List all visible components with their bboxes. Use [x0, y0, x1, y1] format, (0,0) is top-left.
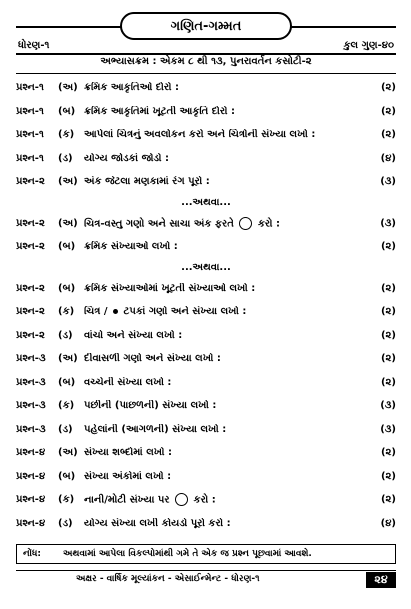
question-marks: (૩) [380, 176, 396, 188]
question-text-part: ચિત્ર / [84, 306, 108, 318]
question-row [16, 212, 396, 236]
question-marks: (૨) [380, 306, 396, 318]
header-rule [16, 53, 396, 55]
question-text [84, 306, 366, 317]
question-part: (બ) [58, 241, 76, 253]
question-part: (અ) [58, 353, 78, 365]
question-text: યોગ્ય સંખ્યા લખી કોયડો પૂરો કરો : [84, 517, 231, 529]
question-marks: (૨) [380, 376, 396, 388]
question-part: (ડ) [58, 423, 73, 435]
question-number: પ્રશ્ન-૨ [16, 282, 45, 294]
question-marks: (૩) [380, 217, 396, 229]
question-row [16, 488, 396, 512]
question-text: પછીની (પાછળની) સંખ્યા લખો : [84, 400, 217, 412]
circle-icon [175, 493, 188, 506]
question-marks: (૨) [380, 329, 396, 341]
note-box [16, 544, 396, 564]
question-marks: (૪) [380, 517, 396, 529]
question-text: વાંચો અને સંખ્યા લખો : [84, 329, 183, 341]
question-part: (ક) [58, 494, 75, 506]
question-list [16, 76, 396, 535]
question-number: પ્રશ્ન-૨ [16, 176, 45, 188]
question-number: પ્રશ્ન-૩ [16, 400, 46, 412]
question-row [16, 235, 396, 259]
question-text: દીવાસળી ગણો અને સંખ્યા લખો : [84, 353, 221, 365]
question-number: પ્રશ્ન-૪ [16, 494, 46, 506]
question-row [16, 347, 396, 371]
question-text-part: ચિત્ર-વસ્તુ ગણો અને સાચા અંક ફરતે [84, 218, 234, 230]
question-row [16, 324, 396, 348]
dot-icon [113, 309, 118, 314]
question-number: પ્રશ્ન-૨ [16, 329, 45, 341]
question-marks: (૩) [380, 423, 396, 435]
question-row [16, 100, 396, 124]
question-number: પ્રશ્ન-૩ [16, 423, 46, 435]
question-marks: (૨) [380, 447, 396, 459]
circle-icon [239, 217, 252, 230]
question-row [16, 418, 396, 442]
question-number: પ્રશ્ન-૩ [16, 376, 46, 388]
question-part: (બ) [58, 105, 76, 117]
question-row [16, 170, 396, 194]
footer-rule [16, 570, 396, 571]
syllabus-line: અભ્યાસક્રમ : એકમ ૮ થી ૧૩, પુનરાવર્તન કસોટી-૨ [100, 56, 312, 67]
question-row [16, 465, 396, 489]
question-text: વચ્ચેની સંખ્યા લખો : [84, 376, 172, 388]
question-part: (અ) [58, 217, 78, 229]
note-label: નોંધ: [23, 549, 41, 559]
question-part: (બ) [58, 282, 76, 294]
question-number: પ્રશ્ન-૪ [16, 447, 46, 459]
question-text: ક્રમિક સંખ્યાઓ લખો : [84, 241, 178, 253]
question-number: પ્રશ્ન-૩ [16, 353, 46, 365]
question-marks: (૨) [380, 105, 396, 117]
question-text-part: ટપકાં ગણો અને સંખ્યા લખો : [123, 306, 247, 318]
question-row [16, 123, 396, 147]
question-text: સંખ્યા શબ્દોમાં લખો : [84, 447, 173, 459]
question-marks: (૪) [380, 152, 396, 164]
question-marks: (૨) [380, 129, 396, 141]
question-text-part: નાની/મોટી સંખ્યા પર [84, 494, 170, 506]
note-text: અથવામાં આપેલા વિકલ્પોમાંથી ગમે તે એક જ પ્રશ્ન પૂછવામાં આવશે. [63, 549, 312, 559]
question-number: પ્રશ્ન-૪ [16, 517, 46, 529]
question-marks: (૨) [380, 82, 396, 94]
question-part: (અ) [58, 82, 78, 94]
question-part: (ડ) [58, 329, 73, 341]
question-row [16, 512, 396, 536]
question-text-part: કરો : [257, 218, 281, 230]
question-text [84, 217, 366, 230]
question-row [16, 441, 396, 465]
class-label: ધોરણ-૧ [18, 40, 50, 51]
question-part: (ડ) [58, 517, 73, 529]
page-title: ગણિત-ગમ્મત [120, 12, 292, 40]
question-row [16, 277, 396, 301]
question-row [16, 300, 396, 324]
question-number: પ્રશ્ન-૨ [16, 241, 45, 253]
worksheet-page [16, 10, 396, 598]
question-marks: (૨) [380, 494, 396, 506]
question-part: (ક) [58, 129, 75, 141]
question-part: (ક) [58, 400, 75, 412]
question-text: ક્રમિક આકૃતિઓ દોરો : [84, 82, 180, 94]
question-row [16, 394, 396, 418]
question-number: પ્રશ્ન-૨ [16, 217, 45, 229]
question-text: ક્રમિક સંખ્યાઓમાં ખૂટતી સંખ્યાઓ લખો : [84, 282, 256, 294]
or-separator: ...અથવા... [181, 262, 231, 273]
question-text: ક્રમિક આકૃતિમાં ખૂટતી આકૃતિ દોરો : [84, 105, 235, 117]
question-part: (બ) [58, 470, 76, 482]
question-number: પ્રશ્ન-૨ [16, 306, 45, 318]
question-text: સંખ્યા અંકોમાં લખો : [84, 470, 172, 482]
question-text: પહેલાંની (આગળની) સંખ્યા લખો : [84, 423, 227, 435]
syllabus-rule [16, 73, 396, 74]
question-number: પ્રશ્ન-૧ [16, 82, 44, 94]
question-marks: (૨) [380, 353, 396, 365]
question-part: (અ) [58, 447, 78, 459]
question-number: પ્રશ્ન-૧ [16, 129, 44, 141]
page-number: ૨૪ [366, 572, 396, 588]
question-text: યોગ્ય જોડકાં જોડો : [84, 152, 170, 164]
question-marks: (૩) [380, 400, 396, 412]
question-row [16, 147, 396, 171]
question-part: (ક) [58, 306, 75, 318]
question-part: (બ) [58, 376, 76, 388]
footer-text: અક્ષર - વાર્ષિક મૂલ્યાંકન - એસાઈન્મેન્ટ - ધોરણ-૧ [76, 574, 260, 584]
question-marks: (૨) [380, 470, 396, 482]
question-text-part: કરો : [193, 494, 216, 506]
question-text: આપેલાં ચિત્રનું અવલોકન કરો અને ચિત્રોની સંખ્યા લખો : [84, 129, 316, 141]
question-number: પ્રશ્ન-૪ [16, 470, 46, 482]
question-text [84, 493, 366, 506]
question-number: પ્રશ્ન-૧ [16, 152, 44, 164]
question-marks: (૨) [380, 282, 396, 294]
question-part: (ડ) [58, 152, 73, 164]
or-separator: ...અથવા... [181, 197, 231, 208]
question-marks: (૨) [380, 241, 396, 253]
question-part: (અ) [58, 176, 78, 188]
question-row [16, 76, 396, 100]
question-text: અંક જેટલા મણકામાં રંગ પૂરો : [84, 176, 210, 188]
question-number: પ્રશ્ન-૧ [16, 105, 44, 117]
total-marks: કુલ ગુણ-૪૦ [343, 40, 394, 51]
question-row [16, 371, 396, 395]
